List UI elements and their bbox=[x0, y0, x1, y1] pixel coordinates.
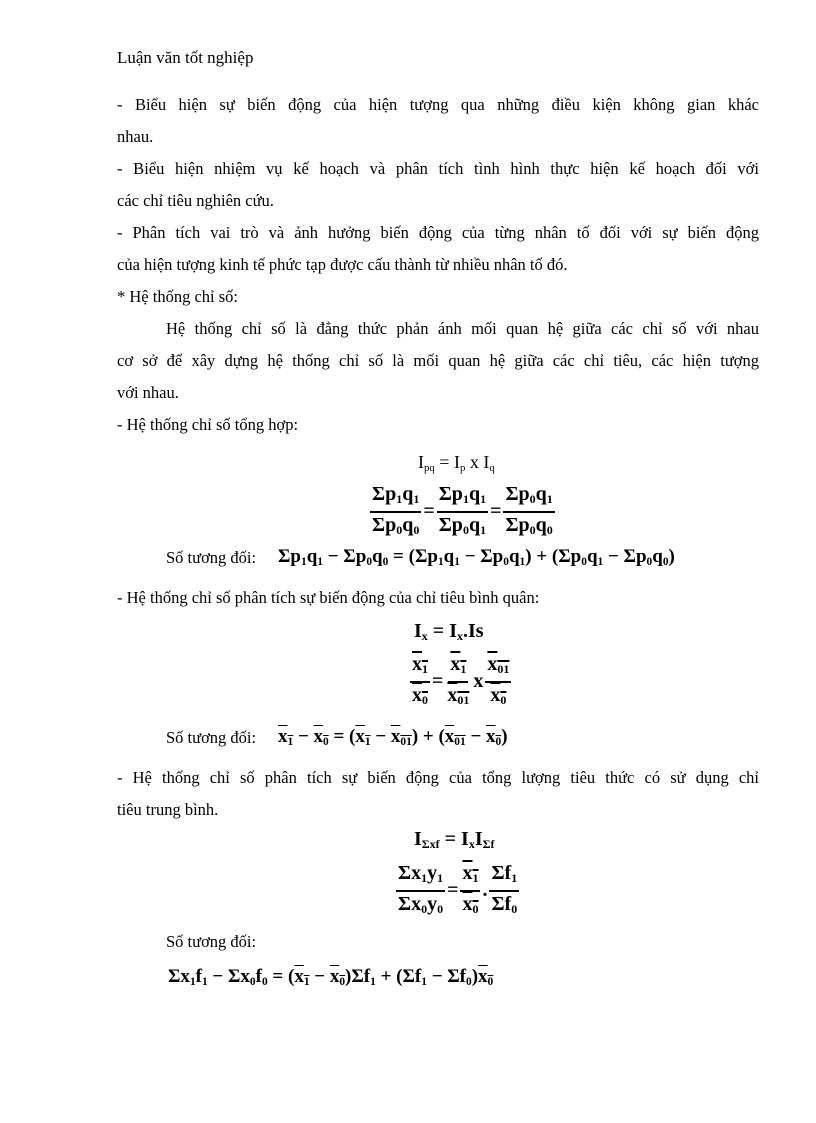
paragraph-line: với nhau. bbox=[117, 383, 179, 402]
paragraph-line: tiêu trung bình. bbox=[117, 800, 219, 819]
page-header: Luận văn tốt nghiệp bbox=[117, 48, 254, 67]
paragraph-line: - Phân tích vai trò và ảnh hưởng biến động của từng nhân tố đối với sự biến động bbox=[117, 223, 759, 242]
formula-index-product: $I_{pq} = I_p$ x $I_q$ bbox=[418, 452, 495, 474]
paragraph-line: Hệ thống chỉ số là đẳng thức phản ánh mối quan hệ giữa các chỉ số với nhau bbox=[166, 319, 759, 338]
formula-absolute-difference: $\Sigma p_1q_1 - \Sigma p_0q_0 = (\Sigma p_1q_1 - \Sigma p_0q_1) + (\Sigma p_0q_1 - \Sigma p_0q_0)$ bbox=[278, 546, 675, 568]
relative-label: Số tương đối: bbox=[166, 548, 257, 567]
relative-label: Số tương đối: bbox=[166, 932, 257, 951]
formula-average-fraction: $\frac{x_1}{x_0}$ = $\frac{x_1}{x_{01}}$ x $\frac{x_{01}}{x_0}$ bbox=[412, 653, 510, 707]
relative-label: Số tương đối: bbox=[166, 728, 257, 747]
paragraph-line: các chỉ tiêu nghiên cứu. bbox=[117, 191, 274, 210]
paragraph-line: - Hệ thống chỉ số phân tích sự biến động của tổng lượng tiêu thức có sử dụng chỉ bbox=[117, 768, 759, 787]
paragraph-line: - Biểu hiện sự biến động của hiện tượng qua những điều kiện không gian khác bbox=[117, 95, 759, 114]
paragraph-line: cơ sở để xây dựng hệ thống chỉ số là mối quan hệ giữa các chỉ tiêu, các hiện tượng bbox=[117, 351, 759, 370]
section2-title: - Hệ thống chỉ số phân tích sự biến động của chỉ tiêu bình quân: bbox=[117, 588, 540, 607]
formula-total-difference: $\Sigma x_1f_1 - \Sigma x_0f_0 = (x_1 - x_0)\Sigma f_1 + (\Sigma f_1 - \Sigma f_0)x_0$ bbox=[168, 966, 494, 988]
formula-total-index: $I_{\Sigma xf} = I_xI_{\Sigma f}$ bbox=[414, 828, 495, 851]
section-title: - Hệ thống chỉ số tổng hợp: bbox=[117, 415, 299, 434]
section3-title bbox=[117, 762, 759, 826]
formula-average-difference: $x_1 - x_0 = (x_1 - x_{01}) + (x_{01} - x_0)$ bbox=[278, 726, 508, 748]
paragraph-line: - Biểu hiện nhiệm vụ kế hoạch và phân tích tình hình thực hiện kế hoạch đối với bbox=[117, 159, 759, 178]
formula-average-index: $I_x = I_x.Is$ bbox=[414, 620, 484, 643]
section-heading: * Hệ thống chỉ số: bbox=[117, 287, 238, 306]
paragraph-line: của hiện tượng kinh tế phức tạp được cấu thành từ nhiều nhân tố đó. bbox=[117, 255, 568, 274]
intro-text bbox=[117, 89, 759, 441]
formula-fraction-chain: $\frac{\Sigma p_1q_1}{\Sigma p_0q_0}$ = $\frac{\Sigma p_1q_1}{\Sigma p_0q_1}$ = $\frac{\Sigma p_0q_1}{\Sigma p_0q_0}$ bbox=[372, 483, 553, 537]
paragraph-line: nhau. bbox=[117, 127, 154, 146]
formula-total-fraction: $\frac{\Sigma x_1y_1}{\Sigma x_0y_0}$ = $\frac{x_1}{x_0}$ . $\frac{\Sigma f_1}{\Sigma f_0}$ bbox=[398, 862, 518, 916]
